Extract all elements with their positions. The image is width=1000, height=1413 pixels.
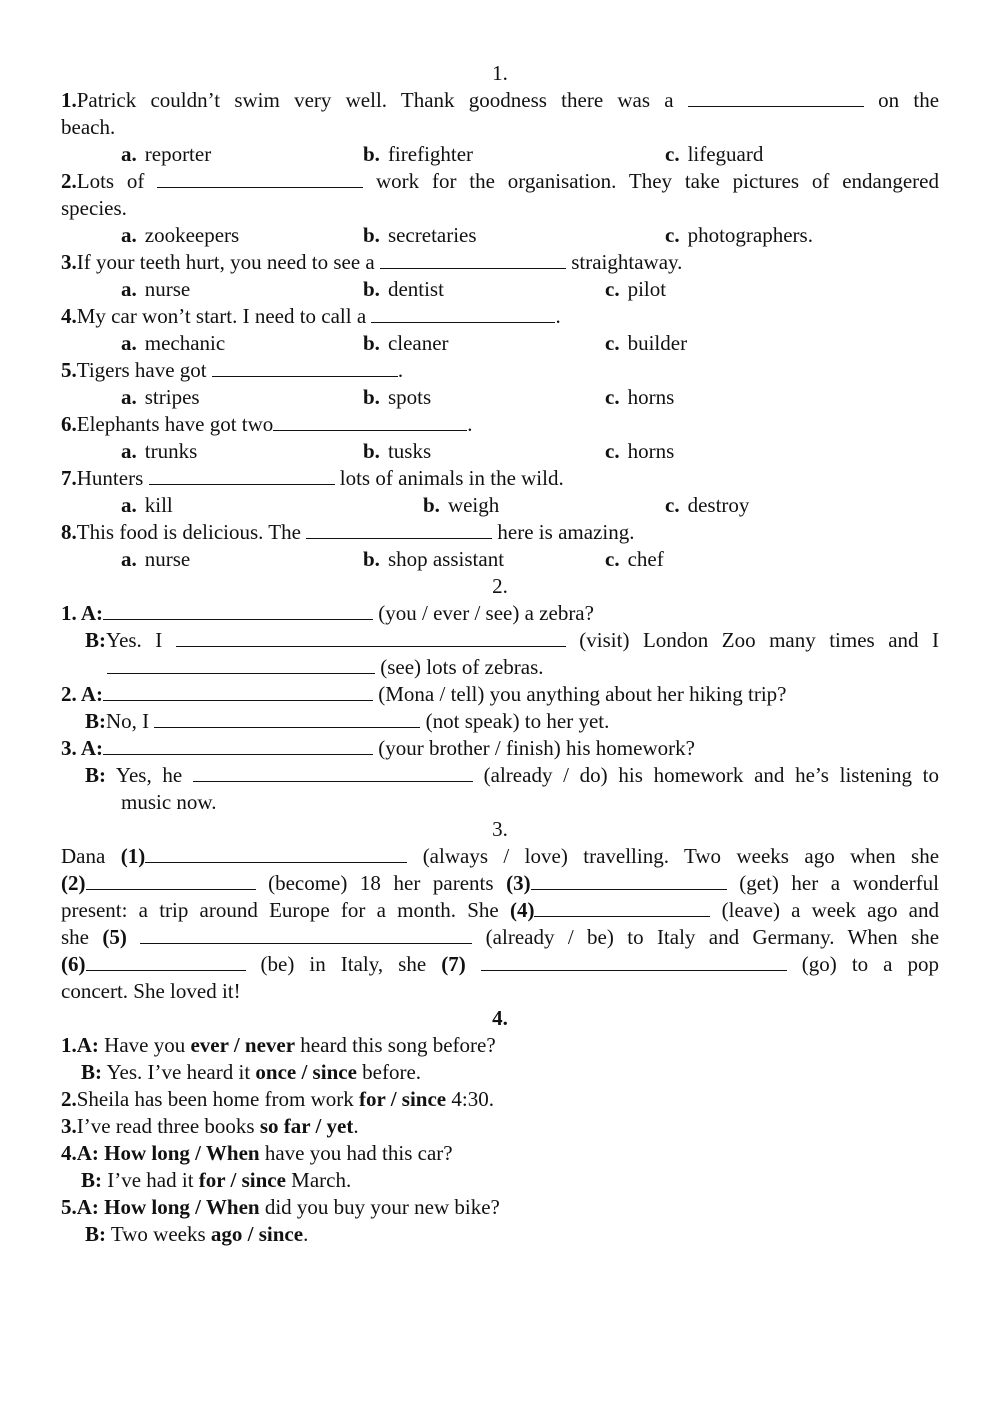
item-text: heard this song before? xyxy=(300,1033,496,1057)
question-text: This food is delicious. The xyxy=(76,520,301,544)
dialogue-text: (not speak) to her yet. xyxy=(425,709,610,733)
option-c[interactable]: c. lifeguard xyxy=(665,142,764,166)
question-text: lots of animals in the wild. xyxy=(339,466,564,490)
speaker-label: 3. A: xyxy=(61,736,103,760)
choice-3 xyxy=(61,1113,939,1140)
item-text: I’ve read three books xyxy=(76,1114,255,1138)
gap-number: (5) xyxy=(102,925,127,949)
answer-blank[interactable] xyxy=(371,304,555,323)
answer-blank[interactable] xyxy=(176,628,566,647)
answer-blank[interactable] xyxy=(86,871,256,890)
dialogue-text: (you / ever / see) a zebra? xyxy=(378,601,594,625)
answer-blank[interactable] xyxy=(688,88,864,107)
question-text: . xyxy=(397,358,404,382)
answer-blank[interactable] xyxy=(154,709,420,728)
question-text: Hunters xyxy=(76,466,144,490)
question-text: Elephants have got two xyxy=(76,412,274,436)
choice-pair[interactable]: once / since xyxy=(255,1060,357,1084)
option-b[interactable]: b. tusks xyxy=(363,439,432,463)
speaker-label: A: xyxy=(76,1195,99,1219)
question-number: 5. xyxy=(61,358,77,382)
question-5-options xyxy=(61,384,939,411)
paragraph-line-2 xyxy=(61,870,939,897)
option-b[interactable]: b. dentist xyxy=(363,277,444,301)
option-a[interactable]: a. trunks xyxy=(121,439,198,463)
question-number: 2. xyxy=(61,169,77,193)
paragraph-text: (get) her a wonderful xyxy=(739,871,940,895)
question-text: beach. xyxy=(61,115,116,139)
option-a[interactable]: a. nurse xyxy=(121,547,191,571)
question-text: on the xyxy=(878,88,940,112)
paragraph-text: she xyxy=(61,925,89,949)
item-number: 3. xyxy=(61,1114,77,1138)
paragraph-text: Dana xyxy=(61,844,106,868)
paragraph-text: (leave) a week ago and xyxy=(721,898,940,922)
choice-pair[interactable]: How long / When xyxy=(104,1195,260,1219)
dialogue-text: (visit) London Zoo many times and I xyxy=(579,628,940,652)
dialogue-text: Yes. I xyxy=(106,628,163,652)
answer-blank[interactable] xyxy=(145,844,407,863)
question-2-cont xyxy=(61,195,939,222)
dialogue-text: No, I xyxy=(106,709,150,733)
item-text: . xyxy=(353,1114,359,1138)
question-1 xyxy=(61,87,939,114)
option-b[interactable]: b. secretaries xyxy=(363,223,477,247)
option-a[interactable]: a. mechanic xyxy=(121,331,226,355)
question-number: 1. xyxy=(61,88,77,112)
item-text: did you buy your new bike? xyxy=(264,1195,500,1219)
section-4-title xyxy=(61,1005,939,1032)
option-c[interactable]: c. photographers. xyxy=(665,223,813,247)
gap-number: (3) xyxy=(506,871,531,895)
question-text: work for the organisation. They take pictures of endangered xyxy=(376,169,939,193)
question-text: . xyxy=(555,304,561,328)
question-1-cont xyxy=(61,114,939,141)
answer-blank[interactable] xyxy=(149,466,335,485)
choice-5-a xyxy=(61,1194,939,1221)
speaker-label: B: xyxy=(85,628,106,652)
item-number: 4. xyxy=(61,1141,77,1165)
answer-blank[interactable] xyxy=(273,412,467,431)
choice-4-a xyxy=(61,1140,939,1167)
dialogue-1-a xyxy=(61,600,939,627)
answer-blank[interactable] xyxy=(157,169,363,188)
item-text: 4:30. xyxy=(451,1087,494,1111)
section-1-title xyxy=(61,60,939,87)
question-text: Tigers have got xyxy=(76,358,207,382)
answer-blank[interactable] xyxy=(140,925,472,944)
answer-blank[interactable] xyxy=(193,763,473,782)
item-text: Sheila has been home from work xyxy=(76,1087,354,1111)
question-number: 7. xyxy=(61,466,77,490)
dialogue-text: (already / do) his homework and he’s listening to xyxy=(483,763,939,787)
dialogue-3-b-cont xyxy=(61,789,939,816)
option-b[interactable]: b. shop assistant xyxy=(363,547,505,571)
dialogue-2-a xyxy=(61,681,939,708)
speaker-label: 1. A: xyxy=(61,601,103,625)
question-text: Lots of xyxy=(76,169,145,193)
option-a[interactable]: a. kill xyxy=(121,493,173,517)
choice-pair[interactable]: How long / When xyxy=(104,1141,260,1165)
choice-pair[interactable]: for / since xyxy=(198,1168,286,1192)
question-8 xyxy=(61,519,939,546)
question-number: 6. xyxy=(61,412,77,436)
question-2 xyxy=(61,168,939,195)
question-7-options xyxy=(61,492,939,519)
question-text: here is amazing. xyxy=(497,520,635,544)
question-number: 3. xyxy=(61,250,77,274)
dialogue-3-a xyxy=(61,735,939,762)
item-number: 1. xyxy=(61,1033,77,1057)
item-text: have you had this car? xyxy=(264,1141,453,1165)
question-text: Patrick couldn’t swim very well. Thank goodness there was a xyxy=(76,88,674,112)
paragraph-text: (already / be) to Italy and Germany. When she xyxy=(485,925,940,949)
option-a[interactable]: a. reporter xyxy=(121,142,212,166)
speaker-label: 2. A: xyxy=(61,682,103,706)
item-text: Yes. I’ve heard it xyxy=(106,1060,251,1084)
question-8-options xyxy=(61,546,939,573)
option-a[interactable]: a. zookeepers xyxy=(121,223,240,247)
speaker-label: A: xyxy=(76,1141,99,1165)
question-4-options xyxy=(61,330,939,357)
choice-pair[interactable]: so far / yet xyxy=(259,1114,354,1138)
paragraph-line-5 xyxy=(61,951,939,978)
paragraph-text: present: a trip around Europe for a month. She xyxy=(61,898,499,922)
answer-blank[interactable] xyxy=(481,952,787,971)
question-2-options xyxy=(61,222,939,249)
dialogue-3-b xyxy=(61,762,939,789)
answer-blank[interactable] xyxy=(103,682,373,701)
question-number: 8. xyxy=(61,520,77,544)
paragraph-line-3 xyxy=(61,897,939,924)
dialogue-1-b xyxy=(61,627,939,654)
option-b[interactable]: b. cleaner xyxy=(363,331,449,355)
section-3-title xyxy=(61,816,939,843)
option-c[interactable]: c. horns xyxy=(605,439,675,463)
item-text: Two weeks xyxy=(110,1222,206,1246)
choice-1-a xyxy=(61,1032,939,1059)
question-6-options xyxy=(61,438,939,465)
section-title: 3. xyxy=(492,817,508,841)
section-2-title xyxy=(61,573,939,600)
item-text: March. xyxy=(291,1168,352,1192)
answer-blank[interactable] xyxy=(380,250,566,269)
question-text: My car won’t start. I need to call a xyxy=(76,304,367,328)
option-c[interactable]: c. horns xyxy=(605,385,675,409)
question-5 xyxy=(61,357,939,384)
question-6 xyxy=(61,411,939,438)
question-text: . xyxy=(467,412,473,436)
dialogue-text: (Mona / tell) you anything about her hiking trip? xyxy=(378,682,787,706)
question-3-options xyxy=(61,276,939,303)
option-b[interactable]: b. weigh xyxy=(423,493,500,517)
answer-blank[interactable] xyxy=(103,736,373,755)
section-title: 2. xyxy=(492,574,508,598)
speaker-label: B: xyxy=(85,1222,106,1246)
paragraph-line-4 xyxy=(61,924,939,951)
option-c[interactable]: c. pilot xyxy=(605,277,667,301)
speaker-label: B: xyxy=(85,763,106,787)
item-text: I’ve had it xyxy=(107,1168,194,1192)
dialogue-1-b-cont xyxy=(61,654,939,681)
section-title: 1. xyxy=(492,61,508,85)
answer-blank[interactable] xyxy=(107,655,375,674)
dialogue-2-b xyxy=(61,708,939,735)
answer-blank[interactable] xyxy=(534,898,710,917)
gap-number: (6) xyxy=(61,952,86,976)
gap-number: (4) xyxy=(509,898,535,922)
paragraph-line-6 xyxy=(61,978,939,1005)
answer-blank[interactable] xyxy=(306,520,492,539)
item-text: . xyxy=(303,1222,309,1246)
choice-2 xyxy=(61,1086,939,1113)
question-1-options xyxy=(61,141,939,168)
dialogue-text: (see) lots of zebras. xyxy=(380,655,544,679)
speaker-label: B: xyxy=(81,1168,102,1192)
section-title: 4. xyxy=(492,1006,508,1030)
choice-5-b xyxy=(61,1221,939,1248)
paragraph-text: (be) in Italy, she xyxy=(260,952,427,976)
item-number: 2. xyxy=(61,1087,77,1111)
option-c[interactable]: c. destroy xyxy=(665,493,750,517)
item-number: 5. xyxy=(61,1195,77,1219)
gap-number: (7) xyxy=(441,952,466,976)
worksheet xyxy=(61,60,939,1248)
question-text: If your teeth hurt, you need to see a xyxy=(76,250,375,274)
question-3 xyxy=(61,249,939,276)
option-c[interactable]: c. builder xyxy=(605,331,688,355)
answer-blank[interactable] xyxy=(86,952,246,971)
question-number: 4. xyxy=(61,304,77,328)
question-text: straightaway. xyxy=(571,250,683,274)
choice-1-b xyxy=(61,1059,939,1086)
option-c[interactable]: c. chef xyxy=(605,547,664,571)
option-b[interactable]: b. firefighter xyxy=(363,142,474,166)
choice-pair[interactable]: for / since xyxy=(359,1087,447,1111)
choice-pair[interactable]: ever / never xyxy=(190,1033,296,1057)
choice-4-b xyxy=(61,1167,939,1194)
option-b[interactable]: b. spots xyxy=(363,385,432,409)
dialogue-text: Yes, he xyxy=(115,763,183,787)
paragraph-text: concert. She loved it! xyxy=(61,979,241,1003)
option-a[interactable]: a. nurse xyxy=(121,277,191,301)
item-text: Have you xyxy=(104,1033,186,1057)
speaker-label: B: xyxy=(85,709,106,733)
answer-blank[interactable] xyxy=(212,358,398,377)
paragraph-text: (become) 18 her parents xyxy=(268,871,494,895)
speaker-label: B: xyxy=(81,1060,102,1084)
gap-number: (2) xyxy=(61,871,86,895)
paragraph-text: (always / love) travelling. Two weeks ago when she xyxy=(422,844,940,868)
question-4 xyxy=(61,303,939,330)
paragraph-line-1 xyxy=(61,843,939,870)
choice-pair[interactable]: ago / since xyxy=(210,1222,304,1246)
dialogue-text: (your brother / finish) his homework? xyxy=(378,736,695,760)
item-text: before. xyxy=(362,1060,422,1084)
gap-number: (1) xyxy=(120,844,146,868)
option-a[interactable]: a. stripes xyxy=(121,385,200,409)
question-7 xyxy=(61,465,939,492)
answer-blank[interactable] xyxy=(531,871,727,890)
paragraph-text: (go) to a pop xyxy=(801,952,940,976)
dialogue-text: music now. xyxy=(121,790,217,814)
question-text: species. xyxy=(61,196,127,220)
answer-blank[interactable] xyxy=(103,601,373,620)
speaker-label: A: xyxy=(76,1033,99,1057)
